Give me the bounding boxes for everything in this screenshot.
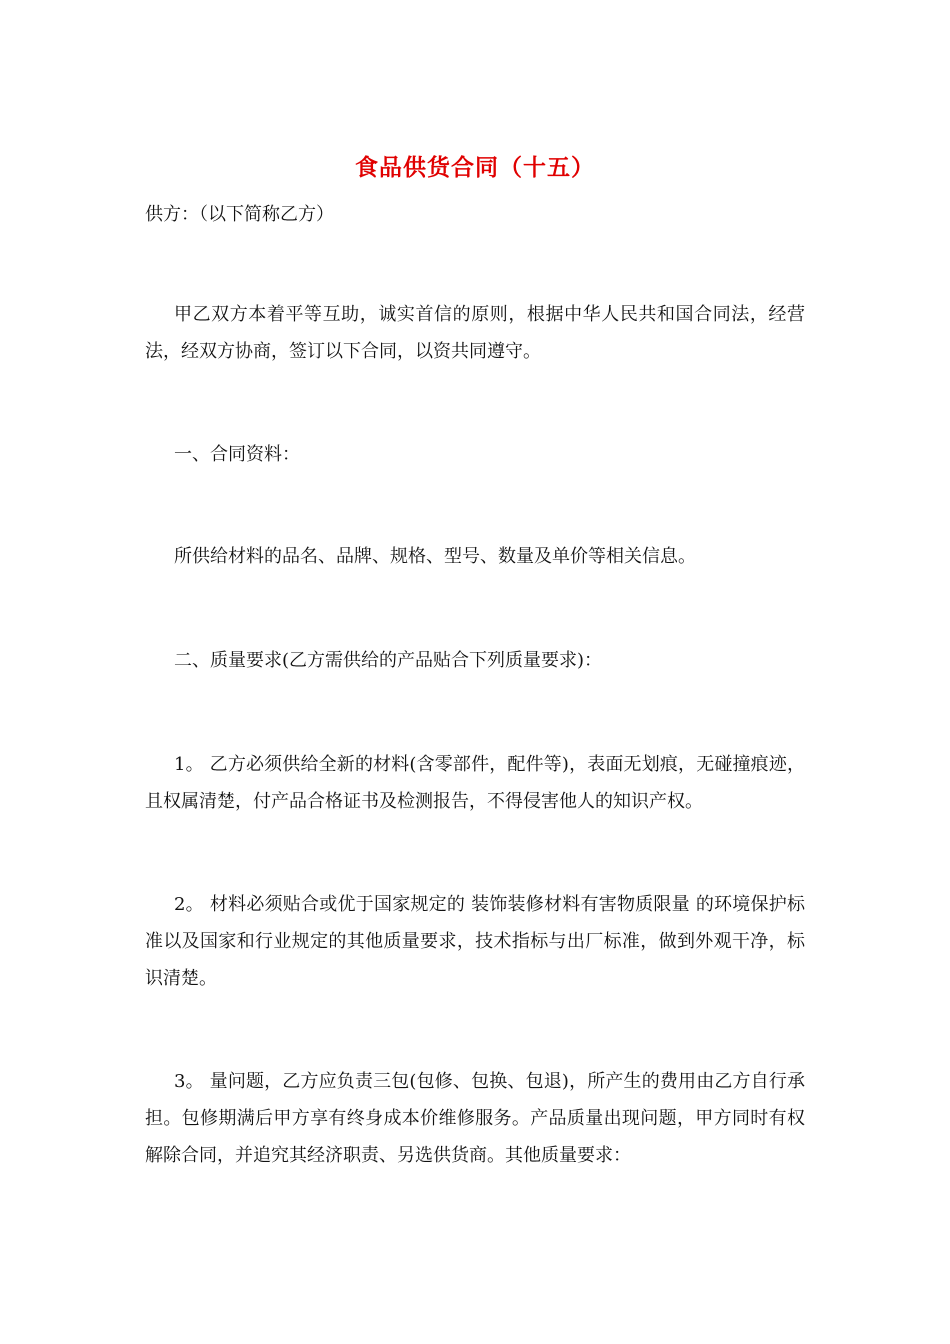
quality-item-1: 1。 乙方必须供给全新的材料(含零部件，配件等)，表面无划痕，无碰撞痕迹，且权属清楚，付产品合格证书及检测报告，不得侵害他人的知识产权。 [145, 754, 805, 812]
quality-item-2: 2。 材料必须贴合或优于国家规定的 装饰装修材料有害物质限量 的环境保护标准以及国家和行业规定的其他质量要求，技术指标与出厂标准，做到外观干净，标识清楚。 [145, 894, 805, 989]
document-title: 食品供货合同（十五） [355, 155, 595, 181]
quality-item-3: 3。 量问题，乙方应负责三包(包修、包换、包退)，所产生的费用由乙方自行承担。包修期满后甲方享有终身成本价维修服务。产品质量出现问题，甲方同时有权解除合同，并追究其经济职责、另选供货商。其他质量要求： [145, 1071, 805, 1166]
supplier-line: 供方：（以下简称乙方） [145, 204, 334, 225]
section-1-body: 所供给材料的品名、品牌、规格、型号、数量及单价等相关信息。 [174, 546, 696, 567]
intro-paragraph: 甲乙双方本着平等互助，诚实首信的原则，根据中华人民共和国合同法，经营法，经双方协商，签订以下合同，以资共同遵守。 [145, 304, 805, 362]
section-2-heading: 二、质量要求(乙方需供给的产品贴合下列质量要求)： [174, 650, 603, 671]
section-1-heading: 一、合同资料： [174, 444, 300, 465]
